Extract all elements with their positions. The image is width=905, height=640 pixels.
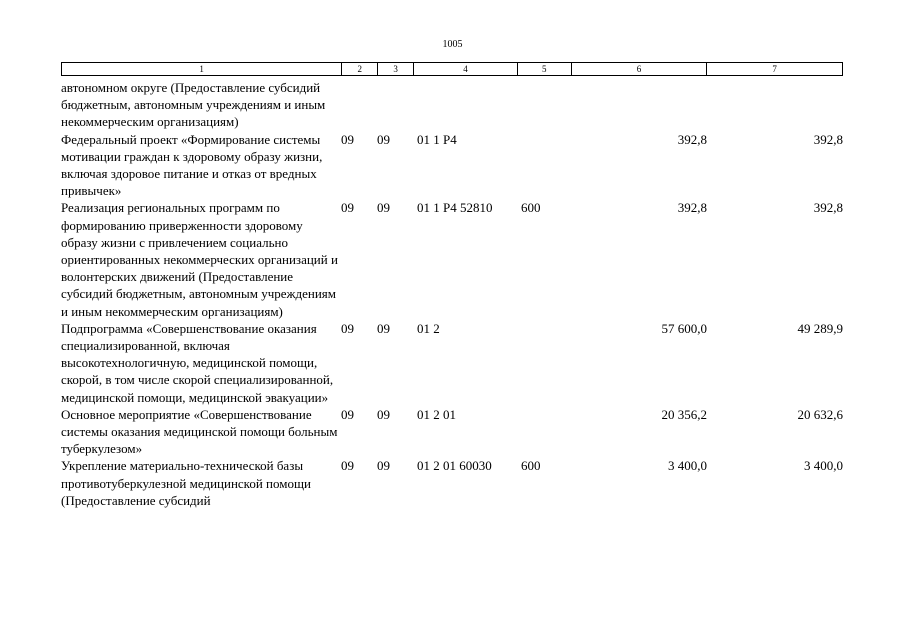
header-col-1: 1 xyxy=(199,64,204,74)
table-header xyxy=(61,62,843,76)
row-description: Подпрограмма «Совершенствование оказания специализированной, включая высокотехнологичную, медицинской помощи, скорой, в том числе скорой специализированной, медицинской помощи, медицинской эвакуации» xyxy=(61,320,334,405)
table-row xyxy=(61,457,843,509)
row-target-code: 01 2 xyxy=(417,320,440,336)
row-section xyxy=(341,79,377,131)
header-col-5: 5 xyxy=(517,63,571,75)
row-section: 09 xyxy=(341,320,354,336)
table-row xyxy=(61,79,843,131)
row-amount-2: 49 289,9 xyxy=(797,320,843,336)
row-expense-type xyxy=(517,79,571,131)
row-section: 09 xyxy=(341,406,354,422)
row-description: Основное мероприятие «Совершенствование системы оказания медицинской помощи больным туберкулезом» xyxy=(61,406,338,457)
row-amount-1 xyxy=(571,79,707,131)
row-subsection: 09 xyxy=(377,320,390,336)
row-subsection: 09 xyxy=(377,406,390,422)
row-target-code: 01 1 P4 52810 xyxy=(417,200,493,216)
header-col-6: 6 xyxy=(571,63,707,75)
row-target-code: 01 2 01 60030 xyxy=(417,458,492,474)
row-expense-type xyxy=(517,131,571,200)
row-target-code xyxy=(413,79,517,131)
row-amount-1: 20 356,2 xyxy=(661,406,707,422)
row-section: 09 xyxy=(341,458,354,474)
table-row xyxy=(61,406,843,458)
header-col-7: 7 xyxy=(706,63,842,75)
row-amount-2: 20 632,6 xyxy=(797,406,843,422)
row-description: автономном округе (Предоставление субсидий бюджетным, автономным учреждениям и иным некоммерческим организациям) xyxy=(61,80,326,130)
row-expense-type: 600 xyxy=(521,200,541,216)
row-expense-type: 600 xyxy=(521,458,541,474)
row-target-code: 01 1 P4 xyxy=(417,131,457,147)
header-col-4: 4 xyxy=(413,63,517,75)
row-amount-2: 392,8 xyxy=(813,200,843,216)
row-subsection xyxy=(377,79,413,131)
row-expense-type xyxy=(517,406,571,458)
row-target-code: 01 2 01 xyxy=(417,406,456,422)
row-description: Федеральный проект «Формирование системы мотивации граждан к здоровому образу жизни, включая здоровое питание и отказ от вредных привычек» xyxy=(61,131,323,199)
row-amount-1: 392,8 xyxy=(677,131,707,147)
row-subsection: 09 xyxy=(377,200,390,216)
table-body xyxy=(61,79,843,509)
row-description: Реализация региональных программ по формированию приверженности здоровому образу жизни с привлечением социально ориентированных некоммерческих организаций и волонтерских движений (Предоставление субсидий бюджетным, автономным учреждениям и иным некоммерческим организациям) xyxy=(61,200,338,319)
page-number: 1005 xyxy=(442,39,463,50)
table-row xyxy=(61,199,843,319)
row-description: Укрепление материально-технической базы противотуберкулезной медицинской помощи (Предоставление субсидий xyxy=(61,458,311,508)
row-amount-2: 392,8 xyxy=(813,131,843,147)
row-amount-1: 57 600,0 xyxy=(661,320,707,336)
row-amount-1: 3 400,0 xyxy=(668,458,707,474)
header-col-3: 3 xyxy=(377,63,413,75)
row-amount-1: 392,8 xyxy=(677,200,707,216)
table-row xyxy=(61,131,843,200)
row-section: 09 xyxy=(341,131,354,147)
row-subsection: 09 xyxy=(377,458,390,474)
row-amount-2: 3 400,0 xyxy=(804,458,843,474)
row-amount-2 xyxy=(707,79,843,131)
row-expense-type xyxy=(517,320,571,406)
header-col-2: 2 xyxy=(341,63,377,75)
row-subsection: 09 xyxy=(377,131,390,147)
row-section: 09 xyxy=(341,200,354,216)
table-row xyxy=(61,320,843,406)
